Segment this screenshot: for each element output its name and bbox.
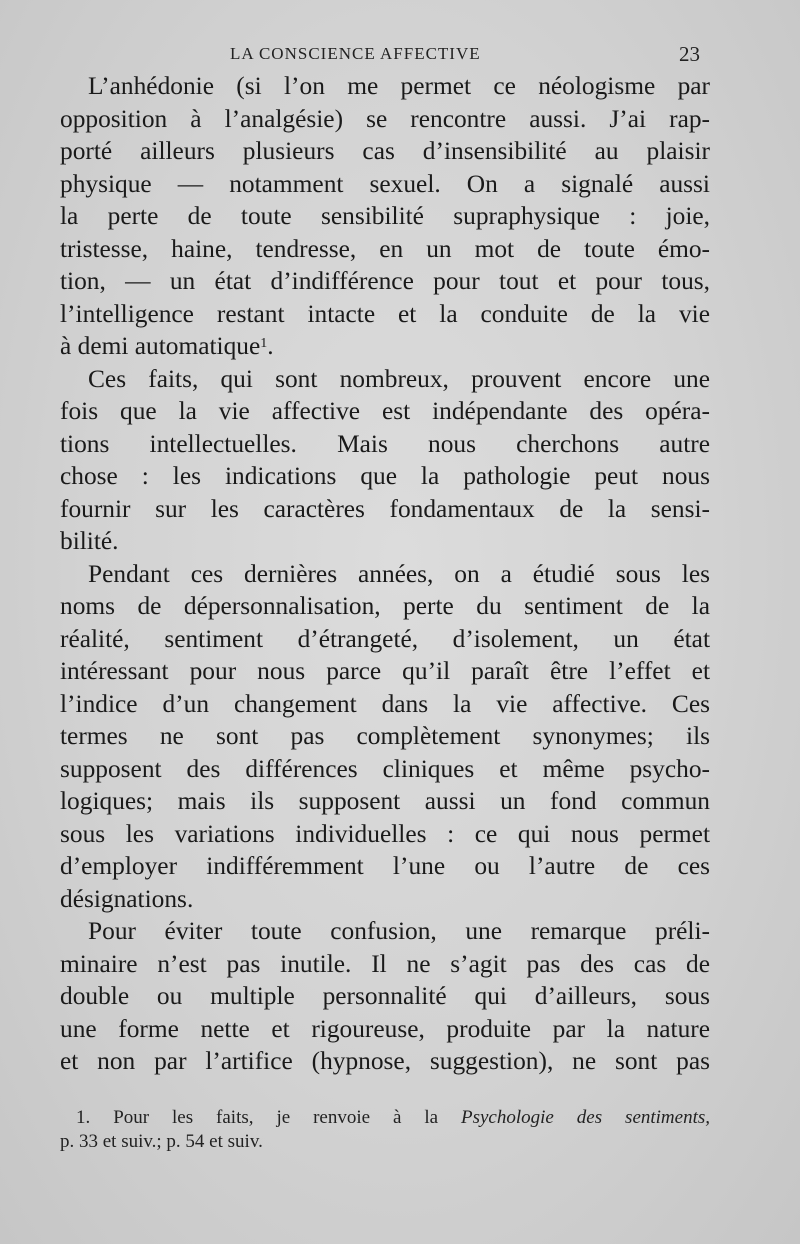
text-line: tions intellectuelles. Mais nous cherchons autre	[60, 429, 710, 458]
text-line	[60, 330, 710, 363]
text-line: la perte de toute sensibilité supraphysique : joie,	[60, 202, 710, 230]
text-line: minaire n’est pas inutile. Il ne s’agit pas des cas de	[60, 949, 710, 978]
text-line: désignations.	[60, 884, 194, 913]
text-line: logiques; mais ils supposent aussi un fond commun	[60, 787, 710, 815]
text-line: bilité.	[60, 527, 119, 555]
footnote	[60, 1106, 710, 1154]
text-line: Pour éviter toute confusion, une remarque préli-	[88, 917, 710, 945]
footnote-marker: 1	[260, 336, 268, 351]
text-line: double ou multiple personnalité qui d’ailleurs, sous	[60, 982, 710, 1010]
footnote-work-title: Psychologie des sentiments,	[461, 1107, 711, 1128]
text-line: intéressant pour nous parce qu’il paraît être l’effet et	[60, 657, 710, 685]
footnote-text: Pour les faits, je renvoie à la	[113, 1107, 439, 1128]
text-line: sous les variations individuelles : ce qui nous permet	[60, 819, 710, 848]
text-fragment: à demi automatique	[60, 332, 261, 360]
text-line: supposent des différences cliniques et même psycho-	[60, 754, 710, 783]
text-line: physique — notamment sexuel. On a signalé aussi	[60, 169, 710, 198]
text-line: porté ailleurs plusieurs cas d’insensibilité au plaisir	[60, 137, 710, 165]
text-line: chose : les indications que la pathologie peut nous	[60, 462, 710, 490]
text-line: tion, — un état d’indifférence pour tout et pour tous,	[60, 267, 710, 295]
text-line: tristesse, haine, tendresse, en un mot de toute émo-	[60, 234, 710, 263]
text-line: une forme nette et rigoureuse, produite par la nature	[60, 1014, 710, 1043]
page-number: 23	[679, 42, 700, 66]
text-line: Pendant ces dernières années, on a étudié sous les	[88, 559, 710, 588]
text-line: l’intelligence restant intacte et la conduite de la vie	[60, 299, 710, 328]
main-text	[60, 70, 710, 1078]
running-head: LA CONSCIENCE AFFECTIVE	[230, 44, 481, 63]
text-line: fournir sur les caractères fondamentaux de la sensi-	[60, 494, 710, 523]
footnote-line	[60, 1106, 710, 1130]
text-line: l’indice d’un changement dans la vie affective. Ces	[60, 689, 710, 718]
paragraph-2	[60, 363, 710, 558]
paragraph-3	[60, 558, 710, 916]
text-line: réalité, sentiment d’étrangeté, d’isolement, un état	[60, 624, 710, 653]
footnote-line: p. 33 et suiv.; p. 54 et suiv.	[60, 1131, 263, 1152]
paragraph-1	[60, 70, 710, 363]
footnote-number: 1.	[76, 1107, 91, 1128]
text-line: noms de dépersonnalisation, perte du sentiment de la	[60, 592, 710, 620]
text-line: fois que la vie affective est indépendante des opéra-	[60, 397, 710, 425]
text-line: et non par l’artifice (hypnose, suggestion), ne sont pas	[60, 1047, 710, 1075]
text-line: d’employer indifféremment l’une ou l’autre de ces	[60, 852, 710, 880]
text-line: L’anhédonie (si l’on me permet ce néologisme par	[88, 72, 710, 100]
text-line: Ces faits, qui sont nombreux, prouvent encore une	[88, 364, 710, 393]
text-line: termes ne sont pas complètement synonymes; ils	[60, 722, 710, 750]
text-fragment: .	[267, 332, 274, 360]
text-line: opposition à l’analgésie) se rencontre aussi. J’ai rap-	[60, 104, 710, 133]
paragraph-4	[60, 915, 710, 1078]
